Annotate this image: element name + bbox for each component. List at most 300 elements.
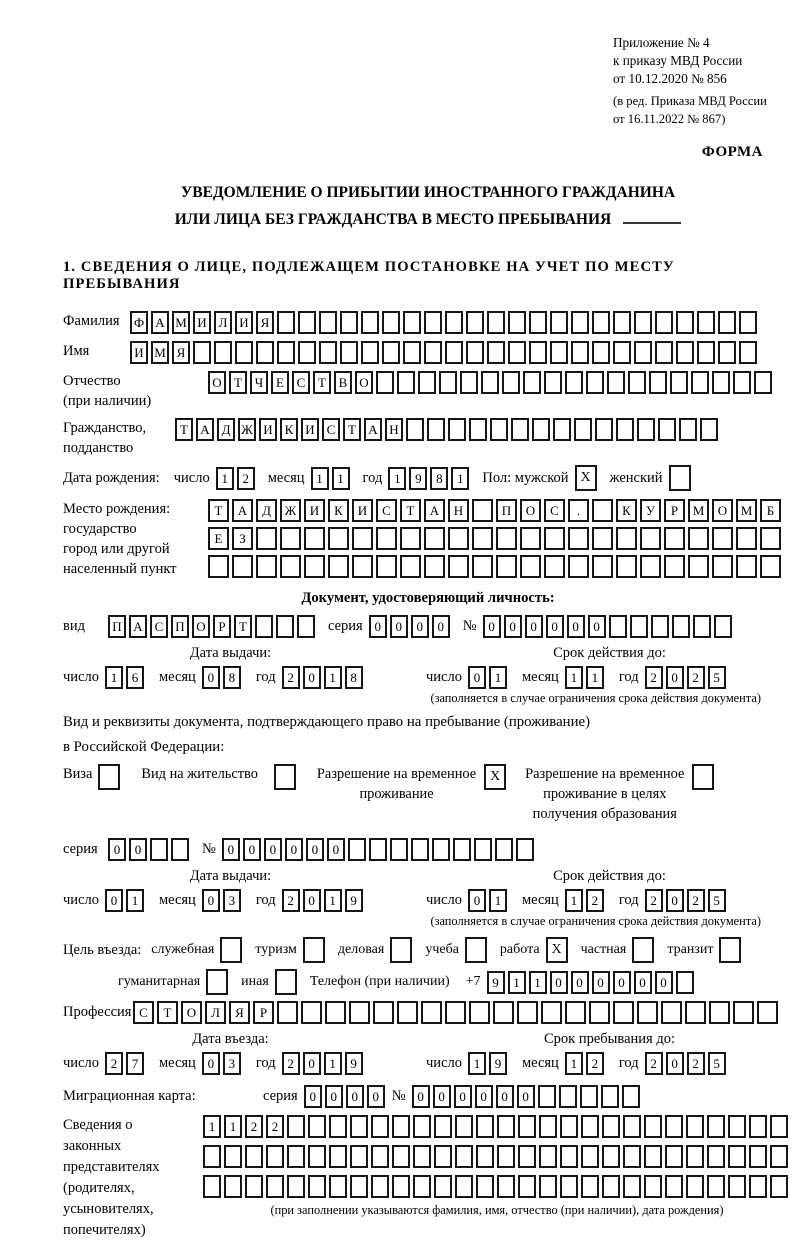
char-cell[interactable] xyxy=(628,371,646,394)
char-cell[interactable] xyxy=(400,555,421,578)
char-cell[interactable] xyxy=(616,555,637,578)
char-cell[interactable] xyxy=(733,1001,754,1024)
char-cell[interactable]: 1 xyxy=(126,889,144,912)
char-cell[interactable] xyxy=(651,615,669,638)
char-cell[interactable] xyxy=(770,1145,788,1168)
char-cell[interactable]: 0 xyxy=(346,1085,364,1108)
char-cell[interactable] xyxy=(757,1001,778,1024)
char-cell[interactable]: И xyxy=(352,499,373,522)
char-cell[interactable] xyxy=(589,1001,610,1024)
char-cell[interactable] xyxy=(644,1145,662,1168)
char-cell[interactable]: С xyxy=(292,371,310,394)
char-cell[interactable]: Д xyxy=(217,418,235,441)
char-cell[interactable]: 2 xyxy=(645,1052,663,1075)
char-cell[interactable] xyxy=(693,615,711,638)
migration-card-series-cells[interactable] xyxy=(304,1085,388,1108)
char-cell[interactable]: П xyxy=(171,615,189,638)
char-cell[interactable]: 1 xyxy=(324,666,342,689)
char-cell[interactable]: 0 xyxy=(285,838,303,861)
identity-doc-kind-cells[interactable] xyxy=(108,615,318,638)
char-cell[interactable]: 1 xyxy=(224,1115,242,1138)
char-cell[interactable]: 0 xyxy=(264,838,282,861)
char-cell[interactable] xyxy=(266,1145,284,1168)
char-cell[interactable] xyxy=(686,1115,704,1138)
char-cell[interactable] xyxy=(413,1145,431,1168)
char-cell[interactable] xyxy=(714,615,732,638)
char-cell[interactable] xyxy=(644,1175,662,1198)
char-cell[interactable] xyxy=(736,555,757,578)
entry-day-cells[interactable] xyxy=(105,1052,147,1075)
birth-place-cells-row-3[interactable] xyxy=(208,555,784,578)
char-cell[interactable] xyxy=(497,1145,515,1168)
char-cell[interactable]: 1 xyxy=(468,1052,486,1075)
char-cell[interactable] xyxy=(256,527,277,550)
char-cell[interactable]: Т xyxy=(400,499,421,522)
char-cell[interactable] xyxy=(679,418,697,441)
char-cell[interactable]: 2 xyxy=(586,889,604,912)
char-cell[interactable] xyxy=(520,555,541,578)
char-cell[interactable]: 2 xyxy=(645,666,663,689)
char-cell[interactable] xyxy=(235,341,253,364)
permit-doc-issue-year-cells[interactable] xyxy=(282,889,366,912)
char-cell[interactable] xyxy=(568,555,589,578)
char-cell[interactable] xyxy=(287,1115,305,1138)
char-cell[interactable] xyxy=(560,1145,578,1168)
char-cell[interactable] xyxy=(580,1085,598,1108)
char-cell[interactable] xyxy=(672,615,690,638)
char-cell[interactable] xyxy=(275,969,297,995)
char-cell[interactable] xyxy=(518,1175,536,1198)
char-cell[interactable]: 5 xyxy=(708,666,726,689)
char-cell[interactable]: 3 xyxy=(223,1052,241,1075)
char-cell[interactable]: 0 xyxy=(475,1085,493,1108)
char-cell[interactable] xyxy=(490,418,508,441)
char-cell[interactable]: 9 xyxy=(345,889,363,912)
char-cell[interactable]: . xyxy=(568,499,589,522)
char-cell[interactable] xyxy=(508,341,526,364)
char-cell[interactable]: 0 xyxy=(666,666,684,689)
char-cell[interactable]: 0 xyxy=(454,1085,472,1108)
char-cell[interactable]: Н xyxy=(448,499,469,522)
char-cell[interactable]: 3 xyxy=(223,889,241,912)
char-cell[interactable]: 1 xyxy=(451,467,469,490)
char-cell[interactable]: 6 xyxy=(126,666,144,689)
birth-place-cells-row-1[interactable] xyxy=(208,499,784,522)
char-cell[interactable]: 0 xyxy=(504,615,522,638)
char-cell[interactable] xyxy=(297,615,315,638)
char-cell[interactable] xyxy=(329,1145,347,1168)
char-cell[interactable] xyxy=(245,1175,263,1198)
char-cell[interactable] xyxy=(539,1115,557,1138)
char-cell[interactable] xyxy=(686,1145,704,1168)
char-cell[interactable]: С xyxy=(376,499,397,522)
char-cell[interactable] xyxy=(466,311,484,334)
char-cell[interactable] xyxy=(298,341,316,364)
char-cell[interactable]: Т xyxy=(175,418,193,441)
char-cell[interactable] xyxy=(308,1175,326,1198)
char-cell[interactable] xyxy=(550,311,568,334)
char-cell[interactable] xyxy=(707,1175,725,1198)
patronymic-cells[interactable] xyxy=(208,371,775,394)
representatives-cells-row-3[interactable] xyxy=(203,1175,791,1198)
char-cell[interactable] xyxy=(760,555,781,578)
char-cell[interactable] xyxy=(497,1175,515,1198)
char-cell[interactable] xyxy=(328,555,349,578)
char-cell[interactable]: 1 xyxy=(586,666,604,689)
char-cell[interactable]: 0 xyxy=(202,889,220,912)
char-cell[interactable] xyxy=(274,764,296,790)
char-cell[interactable] xyxy=(613,1001,634,1024)
char-cell[interactable]: 0 xyxy=(222,838,240,861)
char-cell[interactable]: О xyxy=(192,615,210,638)
char-cell[interactable]: 0 xyxy=(303,1052,321,1075)
residence-permit-checkbox[interactable] xyxy=(274,764,299,790)
char-cell[interactable]: 0 xyxy=(634,971,652,994)
char-cell[interactable] xyxy=(517,1001,538,1024)
char-cell[interactable] xyxy=(707,1115,725,1138)
char-cell[interactable] xyxy=(571,341,589,364)
char-cell[interactable]: 1 xyxy=(508,971,526,994)
char-cell[interactable] xyxy=(640,555,661,578)
char-cell[interactable] xyxy=(602,1115,620,1138)
char-cell[interactable] xyxy=(592,341,610,364)
char-cell[interactable] xyxy=(670,371,688,394)
identity-doc-series-cells[interactable] xyxy=(369,615,453,638)
char-cell[interactable] xyxy=(592,499,613,522)
char-cell[interactable]: С xyxy=(322,418,340,441)
char-cell[interactable] xyxy=(376,371,394,394)
char-cell[interactable]: 2 xyxy=(282,889,300,912)
char-cell[interactable]: 0 xyxy=(304,1085,322,1108)
char-cell[interactable] xyxy=(592,311,610,334)
char-cell[interactable] xyxy=(352,555,373,578)
char-cell[interactable] xyxy=(392,1115,410,1138)
char-cell[interactable] xyxy=(712,371,730,394)
char-cell[interactable]: М xyxy=(172,311,190,334)
char-cell[interactable] xyxy=(304,527,325,550)
char-cell[interactable] xyxy=(529,341,547,364)
char-cell[interactable] xyxy=(390,838,408,861)
char-cell[interactable] xyxy=(565,1001,586,1024)
char-cell[interactable]: 9 xyxy=(489,1052,507,1075)
char-cell[interactable] xyxy=(224,1145,242,1168)
char-cell[interactable]: 0 xyxy=(483,615,501,638)
char-cell[interactable] xyxy=(655,341,673,364)
permit-doc-valid-month-cells[interactable] xyxy=(565,889,607,912)
char-cell[interactable]: 0 xyxy=(369,615,387,638)
char-cell[interactable]: 9 xyxy=(409,467,427,490)
profession-cells[interactable] xyxy=(133,1001,781,1024)
char-cell[interactable] xyxy=(739,311,757,334)
birth-day-cells[interactable] xyxy=(216,467,258,490)
char-cell[interactable] xyxy=(287,1175,305,1198)
char-cell[interactable]: X xyxy=(546,937,568,963)
char-cell[interactable]: Т xyxy=(313,371,331,394)
char-cell[interactable]: 1 xyxy=(105,666,123,689)
char-cell[interactable]: 0 xyxy=(546,615,564,638)
char-cell[interactable] xyxy=(718,341,736,364)
char-cell[interactable]: Т xyxy=(343,418,361,441)
char-cell[interactable]: 1 xyxy=(332,467,350,490)
char-cell[interactable] xyxy=(616,527,637,550)
permit-doc-issue-month-cells[interactable] xyxy=(202,889,244,912)
migration-card-number-cells[interactable] xyxy=(412,1085,643,1108)
char-cell[interactable]: 2 xyxy=(105,1052,123,1075)
identity-doc-valid-year-cells[interactable] xyxy=(645,666,729,689)
char-cell[interactable]: 0 xyxy=(432,615,450,638)
char-cell[interactable] xyxy=(655,311,673,334)
char-cell[interactable]: З xyxy=(232,527,253,550)
char-cell[interactable] xyxy=(224,1175,242,1198)
char-cell[interactable]: 5 xyxy=(708,1052,726,1075)
char-cell[interactable]: О xyxy=(208,371,226,394)
char-cell[interactable] xyxy=(376,555,397,578)
entry-month-cells[interactable] xyxy=(202,1052,244,1075)
char-cell[interactable] xyxy=(602,1145,620,1168)
char-cell[interactable] xyxy=(304,555,325,578)
char-cell[interactable] xyxy=(472,499,493,522)
char-cell[interactable] xyxy=(550,341,568,364)
char-cell[interactable]: 2 xyxy=(687,889,705,912)
char-cell[interactable] xyxy=(601,1085,619,1108)
char-cell[interactable]: 0 xyxy=(108,838,126,861)
permit-doc-valid-year-cells[interactable] xyxy=(645,889,729,912)
char-cell[interactable] xyxy=(400,527,421,550)
char-cell[interactable] xyxy=(319,341,337,364)
char-cell[interactable]: 7 xyxy=(126,1052,144,1075)
char-cell[interactable]: 1 xyxy=(311,467,329,490)
char-cell[interactable]: Е xyxy=(271,371,289,394)
char-cell[interactable]: Р xyxy=(213,615,231,638)
char-cell[interactable]: 2 xyxy=(586,1052,604,1075)
stay-until-day-cells[interactable] xyxy=(468,1052,510,1075)
char-cell[interactable] xyxy=(487,341,505,364)
char-cell[interactable] xyxy=(255,615,273,638)
char-cell[interactable] xyxy=(770,1175,788,1198)
char-cell[interactable]: К xyxy=(616,499,637,522)
char-cell[interactable]: Р xyxy=(253,1001,274,1024)
char-cell[interactable]: 0 xyxy=(325,1085,343,1108)
char-cell[interactable]: 0 xyxy=(666,1052,684,1075)
char-cell[interactable]: И xyxy=(193,311,211,334)
char-cell[interactable]: X xyxy=(484,764,506,790)
char-cell[interactable] xyxy=(448,418,466,441)
char-cell[interactable] xyxy=(424,311,442,334)
char-cell[interactable]: 2 xyxy=(266,1115,284,1138)
identity-doc-issue-day-cells[interactable] xyxy=(105,666,147,689)
char-cell[interactable] xyxy=(559,1085,577,1108)
char-cell[interactable] xyxy=(502,371,520,394)
char-cell[interactable] xyxy=(539,1175,557,1198)
char-cell[interactable] xyxy=(581,1175,599,1198)
identity-doc-number-cells[interactable] xyxy=(483,615,735,638)
char-cell[interactable] xyxy=(328,527,349,550)
char-cell[interactable] xyxy=(595,418,613,441)
char-cell[interactable] xyxy=(760,527,781,550)
char-cell[interactable] xyxy=(434,1115,452,1138)
char-cell[interactable] xyxy=(350,1115,368,1138)
char-cell[interactable] xyxy=(390,937,412,963)
char-cell[interactable]: 0 xyxy=(433,1085,451,1108)
char-cell[interactable]: 2 xyxy=(687,666,705,689)
edu-residence-checkbox[interactable] xyxy=(692,764,717,790)
char-cell[interactable] xyxy=(749,1175,767,1198)
char-cell[interactable] xyxy=(392,1145,410,1168)
char-cell[interactable] xyxy=(298,311,316,334)
char-cell[interactable] xyxy=(403,341,421,364)
char-cell[interactable] xyxy=(472,527,493,550)
char-cell[interactable] xyxy=(560,1175,578,1198)
char-cell[interactable] xyxy=(340,341,358,364)
char-cell[interactable] xyxy=(382,311,400,334)
char-cell[interactable]: А xyxy=(151,311,169,334)
char-cell[interactable]: А xyxy=(364,418,382,441)
char-cell[interactable] xyxy=(382,341,400,364)
char-cell[interactable]: 0 xyxy=(592,971,610,994)
char-cell[interactable] xyxy=(373,1001,394,1024)
identity-doc-valid-day-cells[interactable] xyxy=(468,666,510,689)
char-cell[interactable]: 2 xyxy=(237,467,255,490)
char-cell[interactable] xyxy=(301,1001,322,1024)
char-cell[interactable]: О xyxy=(712,499,733,522)
char-cell[interactable] xyxy=(616,418,634,441)
char-cell[interactable] xyxy=(544,555,565,578)
char-cell[interactable]: 0 xyxy=(468,889,486,912)
char-cell[interactable] xyxy=(280,555,301,578)
char-cell[interactable]: О xyxy=(355,371,373,394)
char-cell[interactable]: М xyxy=(736,499,757,522)
char-cell[interactable] xyxy=(276,615,294,638)
char-cell[interactable] xyxy=(406,418,424,441)
char-cell[interactable] xyxy=(434,1175,452,1198)
permit-doc-number-cells[interactable] xyxy=(222,838,537,861)
char-cell[interactable] xyxy=(448,555,469,578)
char-cell[interactable] xyxy=(434,1145,452,1168)
char-cell[interactable]: 0 xyxy=(105,889,123,912)
phone-digit-cells[interactable] xyxy=(487,971,697,994)
char-cell[interactable]: И xyxy=(301,418,319,441)
char-cell[interactable] xyxy=(303,937,325,963)
char-cell[interactable] xyxy=(560,1115,578,1138)
char-cell[interactable] xyxy=(676,971,694,994)
char-cell[interactable]: 0 xyxy=(525,615,543,638)
char-cell[interactable] xyxy=(98,764,120,790)
char-cell[interactable] xyxy=(203,1145,221,1168)
char-cell[interactable] xyxy=(496,527,517,550)
char-cell[interactable] xyxy=(413,1175,431,1198)
char-cell[interactable] xyxy=(686,1175,704,1198)
purpose-humanitarian-checkbox[interactable] xyxy=(206,969,231,995)
purpose-other-checkbox[interactable] xyxy=(275,969,300,995)
char-cell[interactable]: Т xyxy=(208,499,229,522)
birth-month-cells[interactable] xyxy=(311,467,353,490)
char-cell[interactable] xyxy=(644,1115,662,1138)
char-cell[interactable] xyxy=(623,1115,641,1138)
char-cell[interactable]: Ж xyxy=(238,418,256,441)
char-cell[interactable] xyxy=(474,838,492,861)
char-cell[interactable] xyxy=(308,1145,326,1168)
char-cell[interactable] xyxy=(424,341,442,364)
char-cell[interactable] xyxy=(529,311,547,334)
char-cell[interactable] xyxy=(418,371,436,394)
char-cell[interactable]: Б xyxy=(760,499,781,522)
char-cell[interactable] xyxy=(403,311,421,334)
char-cell[interactable] xyxy=(516,838,534,861)
identity-doc-issue-month-cells[interactable] xyxy=(202,666,244,689)
char-cell[interactable] xyxy=(203,1175,221,1198)
char-cell[interactable] xyxy=(427,418,445,441)
char-cell[interactable] xyxy=(193,341,211,364)
char-cell[interactable]: 9 xyxy=(487,971,505,994)
char-cell[interactable]: 0 xyxy=(468,666,486,689)
char-cell[interactable] xyxy=(700,418,718,441)
char-cell[interactable] xyxy=(340,311,358,334)
char-cell[interactable]: К xyxy=(328,499,349,522)
char-cell[interactable] xyxy=(376,527,397,550)
char-cell[interactable] xyxy=(518,1115,536,1138)
char-cell[interactable] xyxy=(277,341,295,364)
char-cell[interactable]: И xyxy=(130,341,148,364)
char-cell[interactable] xyxy=(325,1001,346,1024)
char-cell[interactable]: 0 xyxy=(367,1085,385,1108)
char-cell[interactable] xyxy=(719,937,741,963)
char-cell[interactable]: 0 xyxy=(411,615,429,638)
char-cell[interactable]: 0 xyxy=(202,666,220,689)
firstname-cells[interactable] xyxy=(130,341,760,364)
char-cell[interactable]: К xyxy=(280,418,298,441)
char-cell[interactable] xyxy=(592,527,613,550)
char-cell[interactable] xyxy=(469,418,487,441)
char-cell[interactable] xyxy=(476,1175,494,1198)
char-cell[interactable] xyxy=(676,341,694,364)
char-cell[interactable] xyxy=(728,1175,746,1198)
citizenship-cells[interactable] xyxy=(175,418,721,441)
char-cell[interactable] xyxy=(329,1175,347,1198)
char-cell[interactable]: Л xyxy=(214,311,232,334)
char-cell[interactable] xyxy=(496,555,517,578)
char-cell[interactable] xyxy=(421,1001,442,1024)
char-cell[interactable] xyxy=(541,1001,562,1024)
char-cell[interactable] xyxy=(634,311,652,334)
identity-doc-issue-year-cells[interactable] xyxy=(282,666,366,689)
char-cell[interactable]: 0 xyxy=(613,971,631,994)
char-cell[interactable]: 0 xyxy=(517,1085,535,1108)
char-cell[interactable] xyxy=(749,1115,767,1138)
char-cell[interactable]: 1 xyxy=(324,889,342,912)
char-cell[interactable] xyxy=(669,465,691,491)
char-cell[interactable]: 0 xyxy=(303,666,321,689)
char-cell[interactable]: 0 xyxy=(655,971,673,994)
char-cell[interactable] xyxy=(397,1001,418,1024)
char-cell[interactable] xyxy=(277,1001,298,1024)
char-cell[interactable] xyxy=(623,1145,641,1168)
char-cell[interactable] xyxy=(392,1175,410,1198)
char-cell[interactable] xyxy=(469,1001,490,1024)
char-cell[interactable]: О xyxy=(181,1001,202,1024)
entry-year-cells[interactable] xyxy=(282,1052,366,1075)
char-cell[interactable]: М xyxy=(151,341,169,364)
char-cell[interactable]: Ч xyxy=(250,371,268,394)
char-cell[interactable] xyxy=(287,1145,305,1168)
birth-year-cells[interactable] xyxy=(388,467,472,490)
char-cell[interactable]: 2 xyxy=(687,1052,705,1075)
char-cell[interactable] xyxy=(508,311,526,334)
char-cell[interactable] xyxy=(349,1001,370,1024)
char-cell[interactable] xyxy=(171,838,189,861)
char-cell[interactable] xyxy=(544,371,562,394)
char-cell[interactable]: А xyxy=(232,499,253,522)
char-cell[interactable] xyxy=(718,311,736,334)
